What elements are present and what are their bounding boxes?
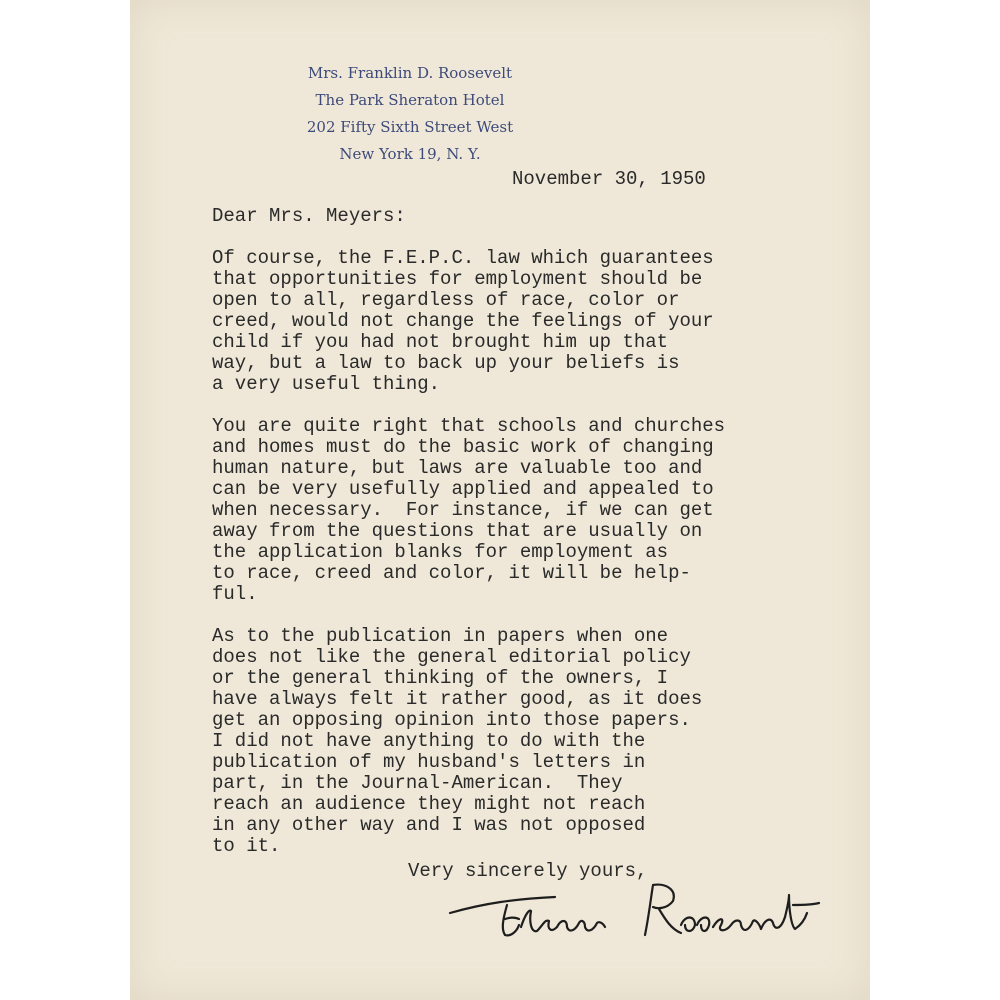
letterhead bbox=[130, 60, 690, 168]
paragraph-line: creed, would not change the feelings of your bbox=[212, 310, 714, 332]
paragraph-line: to race, creed and color, it will be help- bbox=[212, 562, 691, 584]
letterhead-hotel: The Park Sheraton Hotel bbox=[315, 91, 505, 109]
paragraph-line: a very useful thing. bbox=[212, 373, 441, 395]
paragraph-line: You are quite right that schools and churches bbox=[212, 415, 726, 437]
paragraph-line: ful. bbox=[212, 583, 258, 605]
paragraph-line: and homes must do the basic work of changing bbox=[212, 436, 714, 458]
paragraph-line: the application blanks for employment as bbox=[212, 541, 669, 563]
signature-icon bbox=[445, 875, 825, 945]
paragraph-line: to it. bbox=[212, 835, 281, 857]
letterhead-city: New York 19, N. Y. bbox=[339, 145, 481, 163]
paragraph-2 bbox=[212, 416, 832, 605]
paragraph-line: or the general thinking of the owners, I bbox=[212, 667, 669, 689]
letter-date: November 30, 1950 bbox=[512, 168, 706, 190]
paragraph-line: can be very usefully applied and appealed to bbox=[212, 478, 714, 500]
letter-body bbox=[212, 206, 832, 878]
paragraph-line: way, but a law to back up your beliefs is bbox=[212, 352, 680, 374]
paragraph-1 bbox=[212, 248, 832, 395]
paragraph-line: get an opposing opinion into those papers. bbox=[212, 709, 691, 731]
closing: Very sincerely yours, bbox=[408, 860, 648, 882]
paragraph-line: child if you had not brought him up that bbox=[212, 331, 669, 353]
paragraph-line: open to all, regardless of race, color or bbox=[212, 289, 680, 311]
letter-sheet bbox=[130, 0, 870, 1000]
paragraph-line: away from the questions that are usually on bbox=[212, 520, 703, 542]
paragraph-line: in any other way and I was not opposed bbox=[212, 814, 646, 836]
salutation: Dear Mrs. Meyers: bbox=[212, 205, 406, 227]
paragraph-line: Of course, the F.E.P.C. law which guarantees bbox=[212, 247, 714, 269]
paragraph-3 bbox=[212, 626, 832, 857]
paragraph-line: human nature, but laws are valuable too and bbox=[212, 457, 703, 479]
paragraph-line: does not like the general editorial policy bbox=[212, 646, 691, 668]
paragraph-line: I did not have anything to do with the bbox=[212, 730, 646, 752]
paragraph-line: As to the publication in papers when one bbox=[212, 625, 669, 647]
paragraph-line: part, in the Journal-American. They bbox=[212, 772, 623, 794]
paragraph-line: reach an audience they might not reach bbox=[212, 793, 646, 815]
paragraph-line: when necessary. For instance, if we can get bbox=[212, 499, 714, 521]
letterhead-street: 202 Fifty Sixth Street West bbox=[306, 118, 514, 136]
paragraph-line: have always felt it rather good, as it does bbox=[212, 688, 703, 710]
letterhead-name: Mrs. Franklin D. Roosevelt bbox=[307, 64, 513, 82]
paragraph-line: that opportunities for employment should be bbox=[212, 268, 703, 290]
paragraph-line: publication of my husband's letters in bbox=[212, 751, 646, 773]
